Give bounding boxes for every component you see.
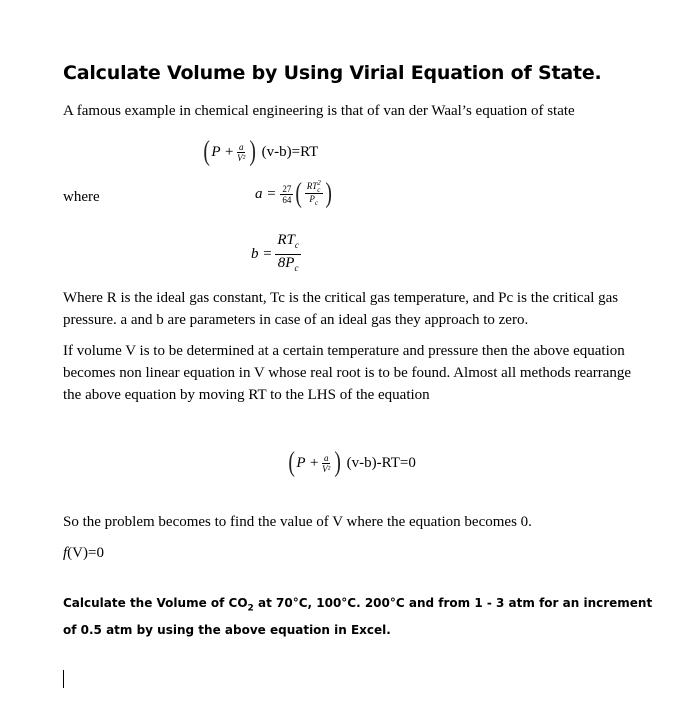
eq-a-inner-fraction [305, 178, 323, 208]
where-label: where [63, 189, 100, 205]
task-part1: Calculate the Volume of CO [63, 596, 248, 610]
close-paren: ) [325, 178, 332, 209]
equation-a [255, 180, 333, 208]
task-instruction [63, 592, 663, 641]
eq1-rest: (v-b)=RT [261, 143, 319, 160]
eq-b-lhs: b = [251, 246, 273, 262]
eq2-frac-den: V² [322, 463, 331, 474]
eq1-frac-den: V² [237, 152, 246, 163]
text-cursor[interactable] [63, 670, 64, 688]
eq-b-den: 8P [277, 255, 295, 271]
eq-b-den-sub: c [294, 263, 299, 273]
eq-a-inner-den-sub: c [314, 198, 319, 207]
eq-a-inner-sub: c [317, 185, 321, 194]
eq-a-inner-den: P [309, 193, 315, 204]
task-part2: at 70°C, 100°C. 200°C and from 1 - 3 atm for an increment of 0.5 atm by using the above equation in Excel. [63, 596, 653, 638]
f-of-v-equation [63, 545, 104, 562]
eq-b-fraction [275, 232, 301, 277]
eq2-rest: (v-b)-RT=0 [346, 454, 416, 471]
van-der-waals-equation [202, 138, 318, 166]
eq1-p-term: P + [211, 143, 235, 160]
eq-a-lhs: a = [255, 185, 277, 202]
eq-a-coef-num: 27 [282, 183, 292, 194]
rearranged-equation [287, 449, 416, 477]
eq1-a-over-v2 [235, 142, 247, 163]
open-paren: ( [203, 136, 210, 167]
open-paren: ( [288, 447, 295, 478]
eq-b-num-sub: c [294, 240, 299, 250]
eq2-p-term: P + [296, 454, 320, 471]
task-sub: 2 [247, 603, 254, 614]
page-title: Calculate Volume by Using Virial Equation of State. [63, 62, 602, 84]
close-paren: ) [334, 447, 342, 478]
eq-a-coef-den: 64 [282, 194, 292, 205]
f-symbol: f [63, 545, 68, 561]
problem-paragraph: So the problem becomes to find the value of V where the equation becomes 0. [63, 514, 532, 530]
eq-b-num: RT [277, 232, 295, 248]
definitions-paragraph: Where R is the ideal gas constant, Tc is the critical gas temperature, and Pc is the critical gas pressure. a and b are parameters in case of an ideal gas they approach to zero. [63, 290, 619, 328]
method-paragraph: If volume V is to be determined at a certain temperature and pressure then the above equation becomes non linear equation in V whose real root is to be found. Almost all methods rearrange the above equation by moving RT to the LHS of the equation [63, 343, 632, 403]
eq-a-inner-sup: 2 [317, 178, 321, 187]
eq-a-coefficient [280, 184, 293, 205]
eq1-frac-num: a [238, 141, 244, 152]
eq2-a-over-v2 [320, 453, 332, 474]
close-paren: ) [249, 136, 257, 167]
intro-paragraph: A famous example in chemical engineering is that of van der Waal’s equation of state [63, 103, 575, 119]
eq-a-inner-num: RT [306, 180, 318, 191]
f-of-v-rest: (V)=0 [67, 545, 104, 561]
equation-b [251, 232, 301, 277]
eq2-frac-num: a [323, 452, 329, 463]
open-paren: ( [295, 178, 303, 209]
